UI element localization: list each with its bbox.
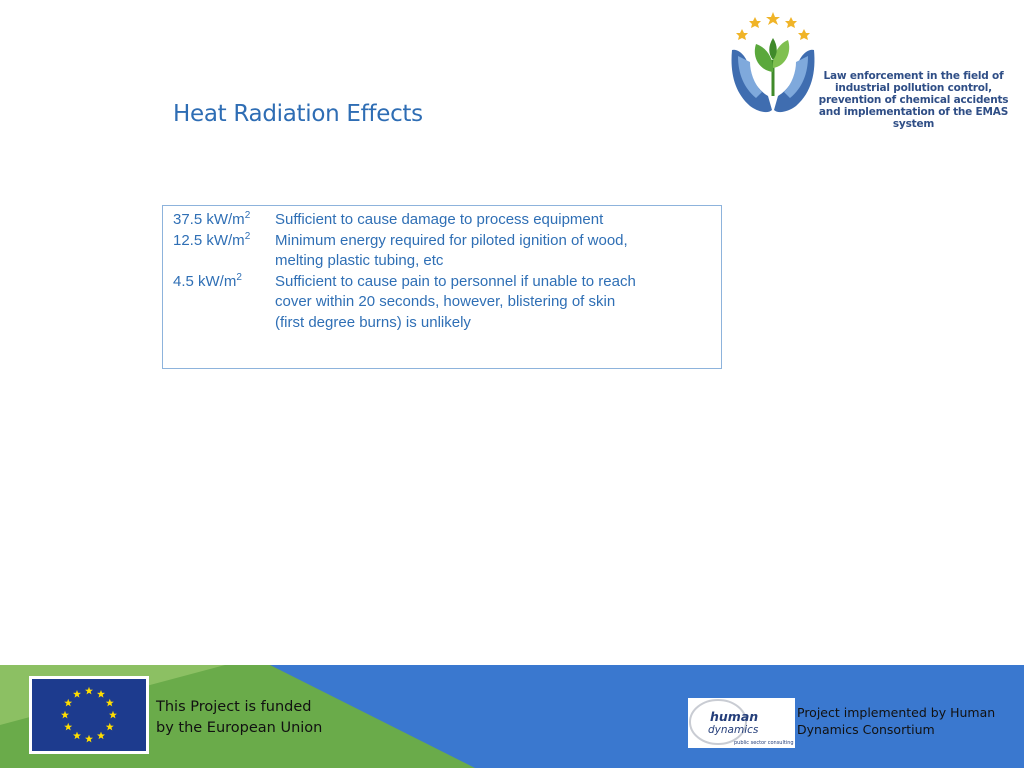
value-superscript: 2	[244, 230, 251, 242]
value-superscript: 2	[236, 271, 242, 283]
eu-flag-field	[32, 679, 146, 751]
hd-logo-word: dynamics	[708, 724, 759, 736]
effect-description	[275, 210, 603, 231]
radiation-value	[173, 272, 242, 293]
human-dynamics-logo-icon	[688, 698, 795, 748]
eu-star-icon	[85, 735, 93, 743]
logo-text-line: prevention of chemical accidents	[818, 94, 1009, 106]
funding-line: by the European Union	[156, 720, 323, 736]
eu-star-icon	[73, 732, 81, 740]
description-line: melting plastic tubing, etc	[275, 252, 444, 269]
radiation-value	[173, 210, 250, 231]
heat-radiation-table	[162, 205, 722, 369]
effect-description	[275, 272, 636, 334]
logo-text-line: industrial pollution control,	[835, 82, 992, 94]
hd-logo-tagline: public sector consulting	[734, 740, 794, 746]
value-text: 12.5 kW/m	[173, 231, 245, 249]
description-line: Sufficient to cause damage to process equipment	[275, 211, 604, 228]
logo-text-line: and implementation of the EMAS system	[818, 106, 1009, 130]
eu-star-icon	[106, 699, 114, 707]
value-text: 37.5 kW/m	[173, 211, 245, 228]
description-line: (first degree burns) is unlikely	[275, 313, 471, 331]
eu-star-icon	[106, 723, 114, 731]
logo-text-line: Law enforcement in the field of	[823, 70, 1004, 82]
implementation-statement	[797, 704, 1007, 738]
eu-star-icon	[64, 699, 72, 707]
eu-star-icon	[64, 723, 72, 731]
eu-star-icon	[109, 711, 117, 719]
human-dynamics-logo	[688, 698, 795, 748]
implementation-line: Dynamics Consortium	[797, 722, 935, 737]
slide-title: Heat Radiation Effects	[173, 101, 423, 127]
value-superscript: 2	[244, 210, 251, 221]
radiation-value	[173, 231, 250, 252]
eu-flag	[29, 676, 149, 754]
effect-description	[275, 231, 628, 272]
description-line: Sufficient to cause pain to personnel if unable to reach	[275, 272, 636, 290]
eu-star-icon	[97, 732, 105, 740]
hd-logo-word: human	[710, 709, 759, 724]
project-logo-text	[811, 70, 1016, 130]
description-line: cover within 20 seconds, however, blistering of skin	[275, 293, 616, 310]
eu-star-icon	[61, 711, 69, 719]
eu-stars-icon	[32, 679, 146, 751]
funding-line: This Project is funded	[156, 699, 312, 715]
description-line: Minimum energy required for piloted ignition of wood,	[275, 231, 628, 249]
funding-statement	[156, 697, 322, 739]
eu-star-icon	[85, 687, 93, 695]
eu-star-icon	[73, 690, 81, 698]
implementation-line: Project implemented by Human	[797, 705, 996, 720]
eu-star-icon	[97, 690, 105, 698]
value-text: 4.5 kW/m	[173, 272, 237, 290]
